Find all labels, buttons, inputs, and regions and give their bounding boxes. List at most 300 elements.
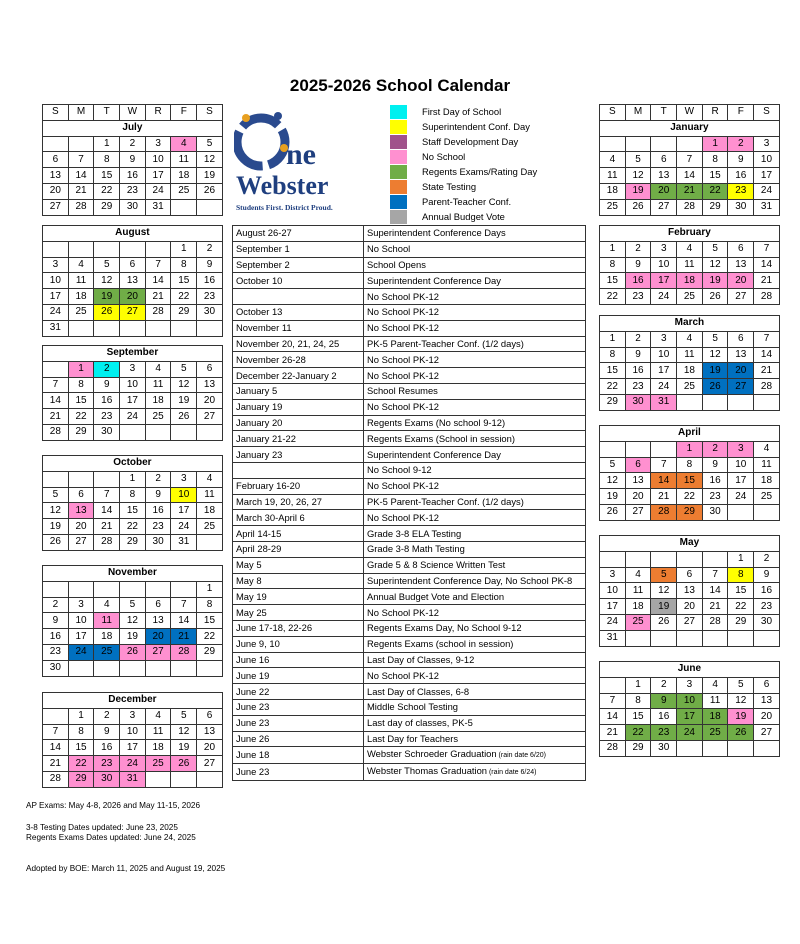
day-cell: 12 [171, 377, 197, 393]
event-row [233, 494, 586, 510]
day-cell: 13 [145, 613, 171, 629]
event-row [233, 557, 586, 573]
event-row [233, 368, 586, 384]
day-cell: 26 [728, 725, 754, 741]
day-cell: 1 [197, 581, 223, 597]
day-cell: 25 [625, 614, 651, 630]
day-cell: 10 [651, 347, 677, 363]
weekday-header: R [702, 105, 728, 121]
day-cell: 16 [120, 168, 146, 184]
event-description: Webster Schroeder Graduation (rain date 6/20) [364, 747, 586, 764]
day-cell: 5 [120, 597, 146, 613]
day-cell: 26 [43, 534, 69, 550]
day-cell: 24 [677, 725, 703, 741]
day-cell: 17 [120, 393, 146, 409]
legend-swatch [390, 150, 407, 164]
day-cell: 14 [171, 613, 197, 629]
event-date: June 22 [233, 684, 364, 700]
day-cell: 19 [120, 629, 146, 645]
day-cell: 20 [145, 629, 171, 645]
day-cell: 24 [600, 614, 626, 630]
day-cell: 10 [754, 152, 780, 168]
event-description: Regents Exams (No school 9-12) [364, 415, 586, 431]
day-cell: 6 [728, 241, 754, 257]
day-cell: 3 [677, 677, 703, 693]
day-cell: 19 [171, 393, 197, 409]
day-cell: 18 [94, 629, 120, 645]
event-date: April 14-15 [233, 526, 364, 542]
day-cell: 7 [754, 331, 780, 347]
day-cell: 31 [43, 320, 69, 336]
day-cell: 24 [120, 756, 146, 772]
event-row [233, 605, 586, 621]
empty-day [43, 361, 69, 377]
day-cell: 22 [600, 379, 626, 395]
day-cell: 8 [94, 152, 120, 168]
month-july [42, 104, 223, 216]
empty-day [171, 199, 197, 215]
month-title: November [43, 566, 223, 582]
empty-day [68, 581, 94, 597]
day-cell: 17 [120, 740, 146, 756]
day-cell: 1 [94, 136, 120, 152]
legend-swatch [390, 120, 407, 134]
day-cell: 15 [600, 363, 626, 379]
day-cell: 11 [702, 693, 728, 709]
day-cell: 29 [702, 199, 728, 215]
event-description: PK-5 Parent-Teacher Conf. (1/2 days) [364, 494, 586, 510]
day-cell: 7 [754, 241, 780, 257]
day-cell: 7 [43, 724, 69, 740]
day-cell: 30 [197, 304, 223, 320]
day-cell: 20 [43, 183, 69, 199]
event-row [233, 241, 586, 257]
empty-day [625, 630, 651, 646]
day-cell: 24 [171, 519, 197, 535]
event-description: Regents Exams (School in session) [364, 431, 586, 447]
day-cell: 28 [171, 644, 197, 660]
day-cell: 4 [171, 136, 197, 152]
empty-day [145, 320, 171, 336]
day-cell: 9 [94, 724, 120, 740]
legend-swatch [390, 135, 407, 149]
weekday-header: W [677, 105, 703, 121]
month-title: September [43, 346, 223, 362]
day-cell: 10 [171, 487, 197, 503]
event-description: Last Day for Teachers [364, 731, 586, 747]
event-description: No School PK-12 [364, 399, 586, 415]
weekday-header: W [120, 105, 146, 121]
day-cell: 13 [120, 273, 146, 289]
day-cell: 25 [68, 304, 94, 320]
event-date: September 2 [233, 257, 364, 273]
event-description: School Opens [364, 257, 586, 273]
day-cell: 24 [651, 379, 677, 395]
day-cell: 19 [651, 599, 677, 615]
rain-date-note: (rain date 6/20) [496, 752, 547, 760]
day-cell: 20 [120, 289, 146, 305]
day-cell: 5 [728, 677, 754, 693]
day-cell: 3 [120, 361, 146, 377]
day-cell: 20 [625, 489, 651, 505]
day-cell: 23 [94, 409, 120, 425]
day-cell: 14 [702, 583, 728, 599]
day-cell: 23 [94, 756, 120, 772]
event-description: Superintendent Conference Day [364, 273, 586, 289]
day-cell: 27 [43, 199, 69, 215]
event-description: PK-5 Parent-Teacher Conf. (1/2 days) [364, 336, 586, 352]
day-cell: 26 [120, 644, 146, 660]
month-title: July [43, 120, 223, 136]
empty-day [702, 551, 728, 567]
day-cell: 21 [754, 363, 780, 379]
day-cell: 25 [702, 725, 728, 741]
day-cell: 14 [651, 473, 677, 489]
day-cell: 24 [728, 489, 754, 505]
empty-day [120, 581, 146, 597]
legend-item-none [390, 150, 590, 165]
day-cell: 8 [68, 377, 94, 393]
empty-day [197, 534, 223, 550]
day-cell: 25 [600, 199, 626, 215]
day-cell: 29 [120, 534, 146, 550]
day-cell: 22 [625, 725, 651, 741]
day-cell: 20 [677, 599, 703, 615]
day-cell: 7 [94, 487, 120, 503]
day-cell: 18 [171, 168, 197, 184]
day-cell: 7 [68, 152, 94, 168]
day-cell: 5 [43, 487, 69, 503]
event-date: January 21-22 [233, 431, 364, 447]
empty-day [171, 581, 197, 597]
day-cell: 23 [197, 289, 223, 305]
day-cell: 18 [197, 503, 223, 519]
event-date: June 23 [233, 764, 364, 781]
day-cell: 17 [171, 503, 197, 519]
day-cell: 9 [625, 257, 651, 273]
event-date: November 11 [233, 320, 364, 336]
weekday-header: S [600, 105, 626, 121]
day-cell: 12 [702, 257, 728, 273]
day-cell: 27 [728, 289, 754, 305]
empty-day [197, 660, 223, 676]
day-cell: 1 [600, 331, 626, 347]
day-cell: 6 [68, 487, 94, 503]
legend-label: Superintendent Conf. Day [422, 121, 530, 132]
day-cell: 21 [43, 756, 69, 772]
day-cell: 30 [702, 504, 728, 520]
day-cell: 12 [651, 583, 677, 599]
empty-day [171, 771, 197, 787]
event-description: No School PK-12 [364, 668, 586, 684]
day-cell: 2 [43, 597, 69, 613]
day-cell: 15 [677, 473, 703, 489]
day-cell: 2 [651, 677, 677, 693]
event-description: Webster Thomas Graduation (rain date 6/24) [364, 764, 586, 781]
empty-day [68, 660, 94, 676]
day-cell: 17 [754, 168, 780, 184]
day-cell: 26 [702, 289, 728, 305]
day-cell: 4 [145, 361, 171, 377]
empty-day [754, 504, 780, 520]
day-cell: 10 [145, 152, 171, 168]
empty-day [94, 581, 120, 597]
empty-day [677, 551, 703, 567]
empty-day [171, 424, 197, 440]
day-cell: 22 [600, 289, 626, 305]
day-cell: 22 [171, 289, 197, 305]
empty-day [145, 581, 171, 597]
event-date: January 20 [233, 415, 364, 431]
event-date: June 19 [233, 668, 364, 684]
day-cell: 5 [94, 257, 120, 273]
day-cell: 1 [728, 551, 754, 567]
day-cell: 17 [600, 599, 626, 615]
day-cell: 23 [120, 183, 146, 199]
day-cell: 3 [145, 136, 171, 152]
event-description: No School PK-12 [364, 304, 586, 320]
day-cell: 21 [600, 725, 626, 741]
day-cell: 14 [677, 168, 703, 184]
empty-day [600, 677, 626, 693]
day-cell: 6 [625, 457, 651, 473]
day-cell: 18 [600, 183, 626, 199]
day-cell: 7 [43, 377, 69, 393]
legend-label: No School [422, 151, 466, 162]
day-cell: 16 [754, 583, 780, 599]
day-cell: 2 [625, 241, 651, 257]
event-row [233, 526, 586, 542]
day-cell: 3 [651, 331, 677, 347]
day-cell: 22 [120, 519, 146, 535]
day-cell: 30 [145, 534, 171, 550]
day-cell: 4 [197, 471, 223, 487]
day-cell: 24 [754, 183, 780, 199]
day-cell: 14 [600, 709, 626, 725]
day-cell: 22 [94, 183, 120, 199]
day-cell: 31 [145, 199, 171, 215]
day-cell: 27 [197, 756, 223, 772]
event-date: March 30-April 6 [233, 510, 364, 526]
legend-item-ptc [390, 195, 590, 210]
day-cell: 23 [43, 644, 69, 660]
event-date: June 26 [233, 731, 364, 747]
month-title: August [43, 226, 223, 242]
month-title: March [600, 316, 780, 332]
empty-day [651, 630, 677, 646]
logo-ne-text: ne [286, 138, 316, 171]
empty-day [68, 241, 94, 257]
empty-day [68, 136, 94, 152]
day-cell: 10 [600, 583, 626, 599]
event-description: No School PK-12 [364, 478, 586, 494]
day-cell: 17 [43, 289, 69, 305]
day-cell: 27 [754, 725, 780, 741]
day-cell: 6 [197, 361, 223, 377]
day-cell: 25 [677, 379, 703, 395]
day-cell: 12 [600, 473, 626, 489]
day-cell: 30 [625, 394, 651, 410]
event-date [233, 462, 364, 478]
month-november [42, 565, 223, 677]
day-cell: 22 [197, 629, 223, 645]
day-cell: 5 [625, 152, 651, 168]
day-cell: 29 [68, 424, 94, 440]
day-cell: 21 [68, 183, 94, 199]
empty-day [702, 740, 728, 756]
legend-item-regents [390, 165, 590, 180]
day-cell: 2 [145, 471, 171, 487]
event-description: No School [364, 241, 586, 257]
day-cell: 26 [94, 304, 120, 320]
event-description: Last Day of Classes, 9-12 [364, 652, 586, 668]
event-description: Regents Exams Day, No School 9-12 [364, 620, 586, 636]
day-cell: 10 [651, 257, 677, 273]
day-cell: 11 [94, 613, 120, 629]
day-cell: 22 [68, 409, 94, 425]
day-cell: 25 [677, 289, 703, 305]
day-cell: 28 [600, 740, 626, 756]
day-cell: 26 [702, 379, 728, 395]
empty-day [702, 394, 728, 410]
day-cell: 17 [677, 709, 703, 725]
day-cell: 20 [651, 183, 677, 199]
day-cell: 17 [728, 473, 754, 489]
day-cell: 13 [68, 503, 94, 519]
day-cell: 31 [171, 534, 197, 550]
day-cell: 12 [43, 503, 69, 519]
event-date: October 13 [233, 304, 364, 320]
month-june [599, 661, 780, 757]
event-row [233, 415, 586, 431]
day-cell: 30 [43, 660, 69, 676]
day-cell: 18 [145, 740, 171, 756]
day-cell: 15 [68, 740, 94, 756]
event-row [233, 652, 586, 668]
event-date: May 25 [233, 605, 364, 621]
empty-day [754, 740, 780, 756]
day-cell: 30 [94, 424, 120, 440]
day-cell: 1 [702, 136, 728, 152]
event-row [233, 668, 586, 684]
empty-day [43, 708, 69, 724]
rain-date-note: (rain date 6/24) [487, 769, 537, 777]
month-title: April [600, 426, 780, 442]
day-cell: 28 [754, 379, 780, 395]
event-row [233, 715, 586, 731]
event-row [233, 447, 586, 463]
day-cell: 14 [145, 273, 171, 289]
day-cell: 18 [677, 273, 703, 289]
day-cell: 7 [145, 257, 171, 273]
event-date: June 17-18, 22-26 [233, 620, 364, 636]
day-cell: 17 [68, 629, 94, 645]
day-cell: 29 [625, 740, 651, 756]
day-cell: 21 [94, 519, 120, 535]
day-cell: 24 [68, 644, 94, 660]
day-cell: 15 [625, 709, 651, 725]
day-cell: 14 [754, 347, 780, 363]
event-row [233, 541, 586, 557]
day-cell: 25 [145, 756, 171, 772]
day-cell: 2 [94, 708, 120, 724]
day-cell: 9 [754, 567, 780, 583]
month-title: October [43, 456, 223, 472]
day-cell: 5 [197, 136, 223, 152]
day-cell: 29 [728, 614, 754, 630]
day-cell: 6 [197, 708, 223, 724]
month-august [42, 225, 223, 337]
day-cell: 16 [625, 363, 651, 379]
day-cell: 14 [94, 503, 120, 519]
day-cell: 3 [728, 441, 754, 457]
day-cell: 8 [120, 487, 146, 503]
day-cell: 29 [171, 304, 197, 320]
day-cell: 10 [677, 693, 703, 709]
day-cell: 12 [94, 273, 120, 289]
event-description: Grade 5 & 8 Science Written Test [364, 557, 586, 573]
day-cell: 7 [677, 152, 703, 168]
day-cell: 2 [94, 361, 120, 377]
day-cell: 13 [728, 347, 754, 363]
day-cell: 1 [625, 677, 651, 693]
legend-label: First Day of School [422, 106, 502, 117]
day-cell: 30 [728, 199, 754, 215]
day-cell: 28 [702, 614, 728, 630]
day-cell: 14 [43, 740, 69, 756]
day-cell: 1 [120, 471, 146, 487]
day-cell: 24 [651, 289, 677, 305]
legend-swatch [390, 195, 407, 209]
day-cell: 16 [197, 273, 223, 289]
day-cell: 9 [94, 377, 120, 393]
event-date: June 23 [233, 715, 364, 731]
legend-item-supt [390, 120, 590, 135]
empty-day [677, 136, 703, 152]
empty-day [43, 581, 69, 597]
day-cell: 24 [43, 304, 69, 320]
event-date [233, 289, 364, 305]
day-cell: 23 [625, 289, 651, 305]
day-cell: 14 [754, 257, 780, 273]
weekday-header: S [43, 105, 69, 121]
empty-day [68, 471, 94, 487]
day-cell: 19 [197, 168, 223, 184]
empty-day [197, 424, 223, 440]
day-cell: 31 [651, 394, 677, 410]
day-cell: 6 [120, 257, 146, 273]
one-webster-logo [234, 104, 356, 216]
day-cell: 2 [754, 551, 780, 567]
day-cell: 12 [625, 168, 651, 184]
day-cell: 11 [145, 724, 171, 740]
event-description: No School PK-12 [364, 605, 586, 621]
month-february [599, 225, 780, 305]
event-date: June 9, 10 [233, 636, 364, 652]
day-cell: 4 [68, 257, 94, 273]
event-row [233, 320, 586, 336]
event-date: September 1 [233, 241, 364, 257]
event-row [233, 304, 586, 320]
day-cell: 13 [651, 168, 677, 184]
day-cell: 5 [651, 567, 677, 583]
day-cell: 16 [728, 168, 754, 184]
event-row [233, 257, 586, 273]
day-cell: 18 [702, 709, 728, 725]
day-cell: 22 [677, 489, 703, 505]
empty-day [145, 424, 171, 440]
empty-day [145, 241, 171, 257]
